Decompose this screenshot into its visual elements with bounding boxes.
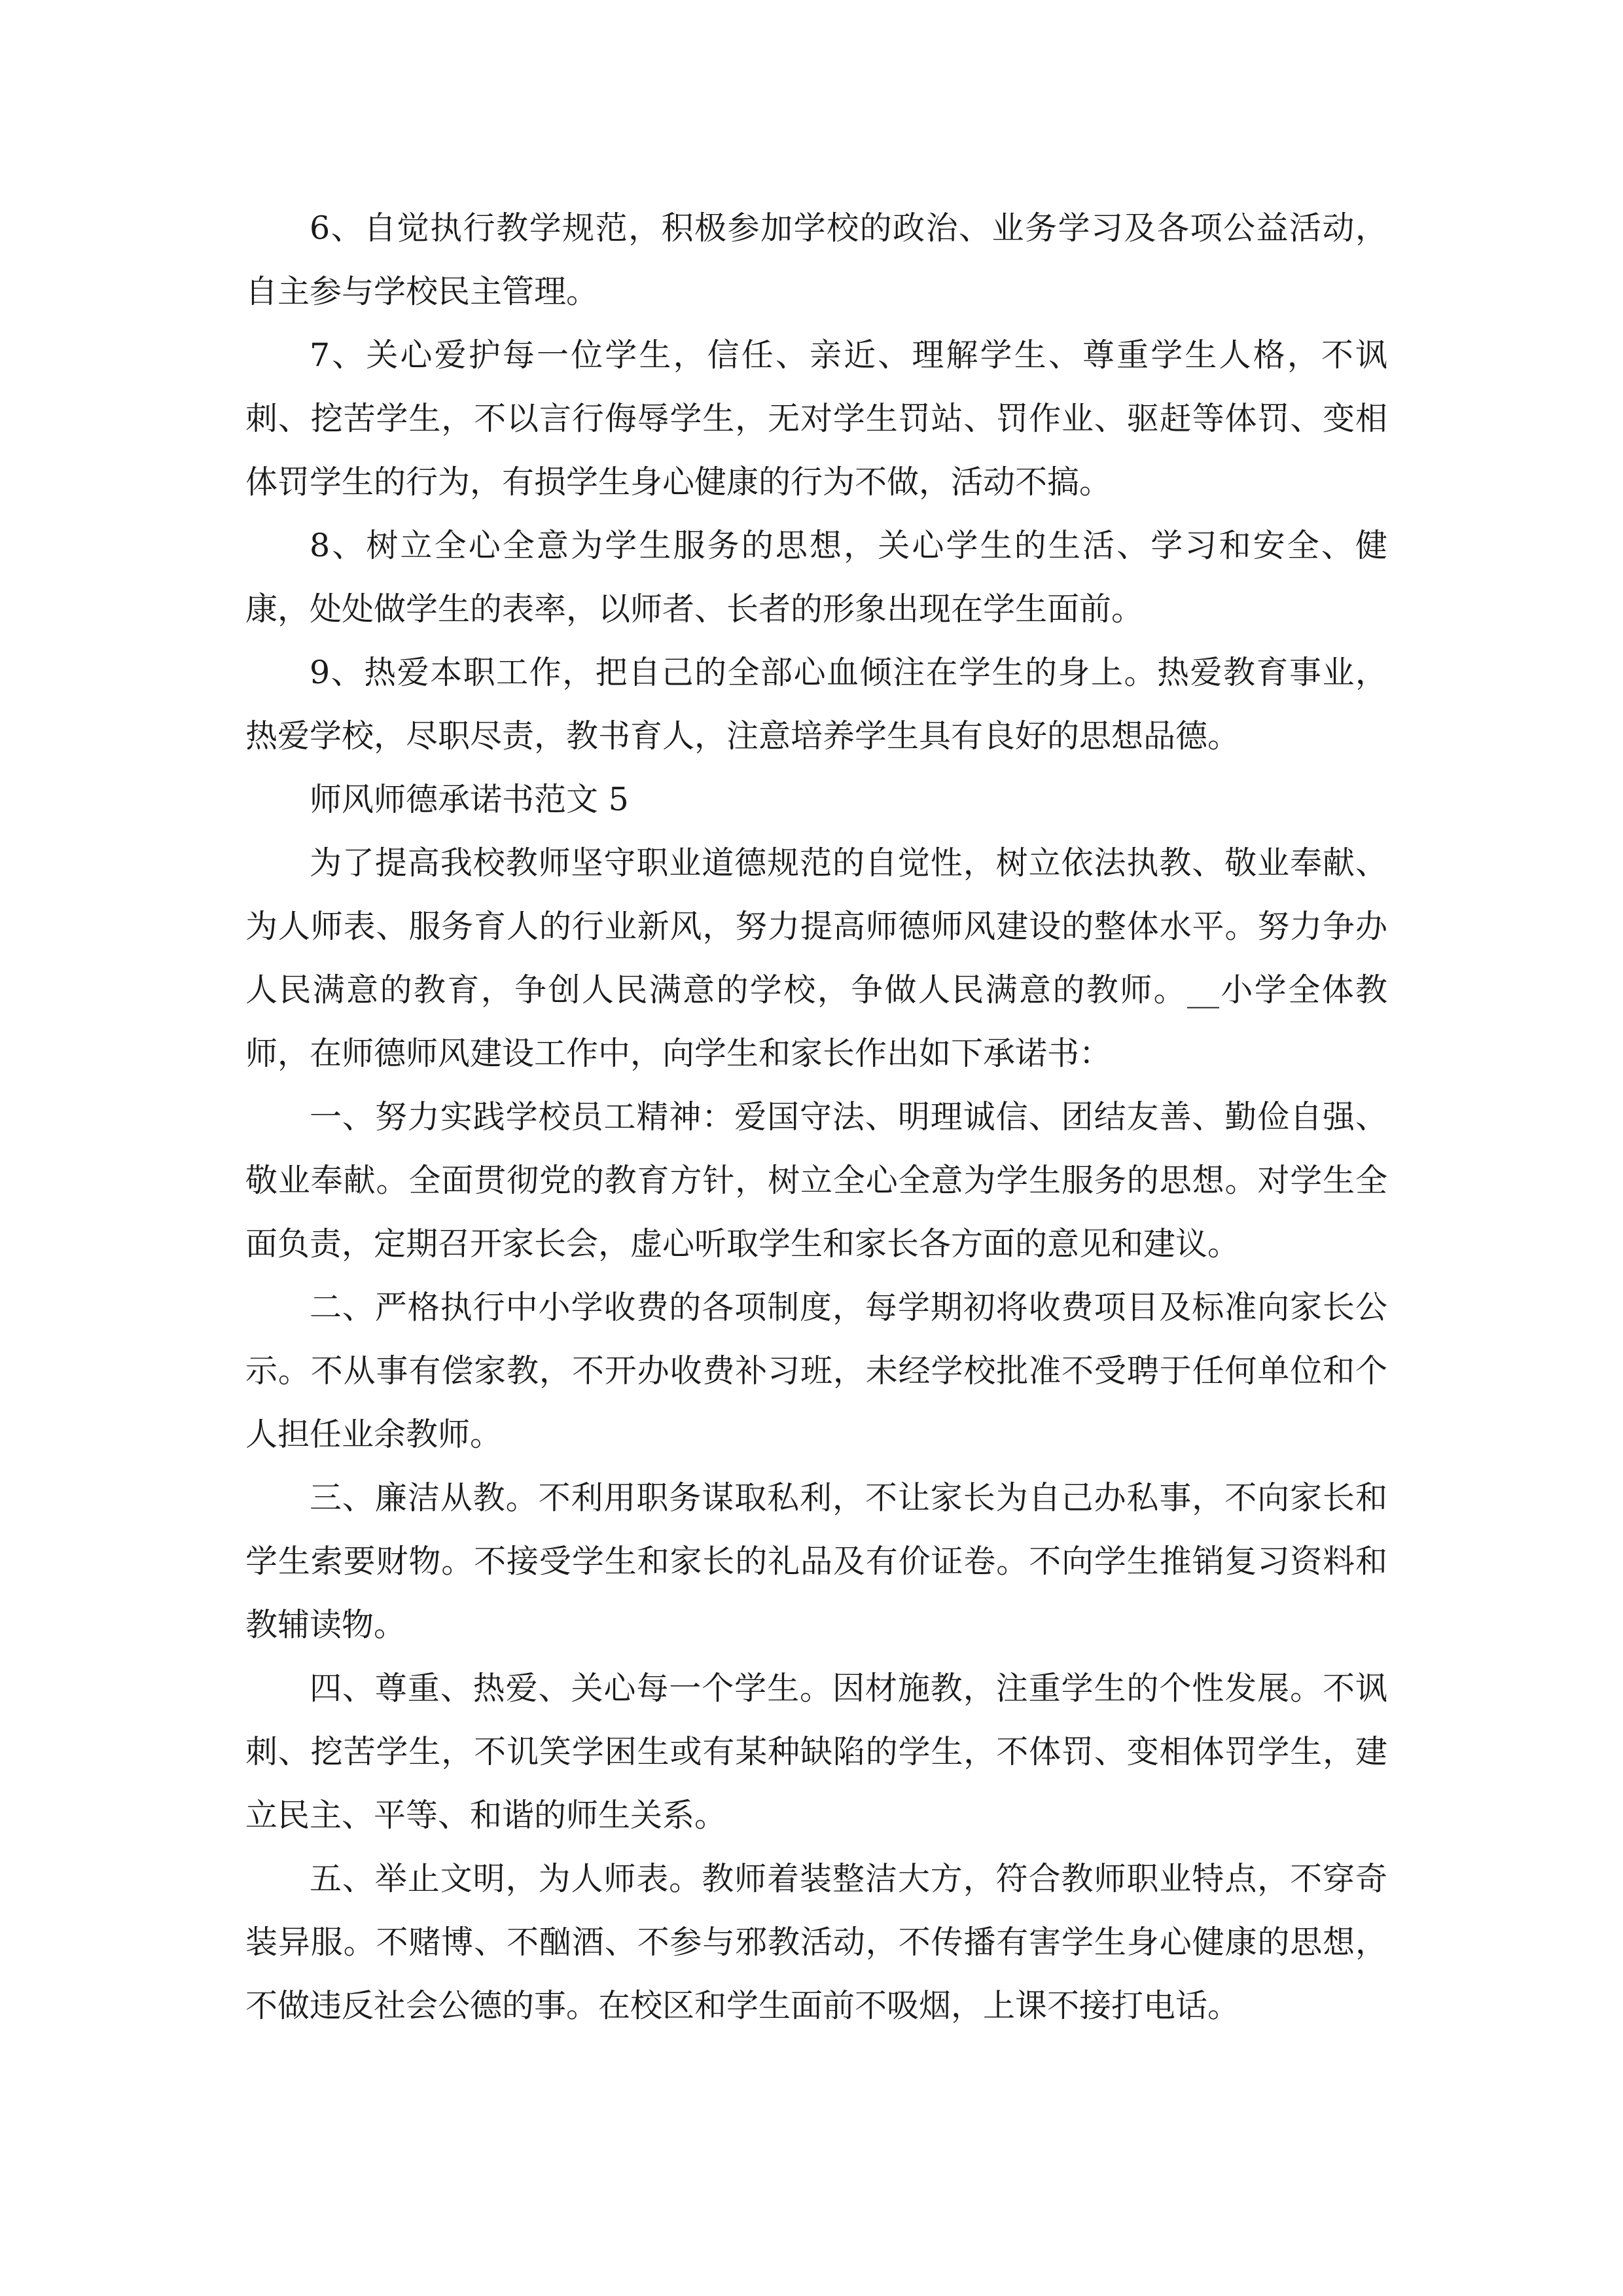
intro-paragraph: 为了提高我校教师坚守职业道德规范的自觉性，树立依法执教、敬业奉献、为人师表、服务育人的行业新风，努力提高师德师风建设的整体水平。努力争办人民满意的教育，争创人民满意的学校，争做人民满意的教师。__小学全体教师，在师德师风建设工作中，向学生和家长作出如下承诺书： [245,844,1387,1072]
paragraph-item-8: 8、树立全心全意为学生服务的思想，关心学生的生活、学习和安全、健康，处处做学生的表率，以师者、长者的形象出现在学生面前。 [245,527,1387,628]
commitment-4: 四、尊重、热爱、关心每一个学生。因材施教，注重学生的个性发展。不讽刺、挖苦学生，不讥笑学困生或有某种缺陷的学生，不体罚、变相体罚学生，建立民主、平等、和谐的师生关系。 [245,1670,1387,1834]
section-title: 师风师德承诺书范文 5 [310,781,629,818]
commitment-2: 二、严格执行中小学收费的各项制度，每学期初将收费项目及标准向家长公示。不从事有偿家教，不开办收费补习班，未经学校批准不受聘于任何单位和个人担任业余教师。 [245,1289,1387,1453]
paragraph-item-6: 6、自觉执行教学规范，积极参加学校的政治、业务学习及各项公益活动，自主参与学校民主管理。 [245,209,1387,310]
document-body [245,196,1387,2037]
paragraph-item-9: 9、热爱本职工作，把自己的全部心血倾注在学生的身上。热爱教育事业，热爱学校，尽职尽责，教书育人，注意培养学生具有良好的思想品德。 [245,654,1387,755]
commitment-1: 一、努力实践学校员工精神：爱国守法、明理诚信、团结友善、勤俭自强、敬业奉献。全面贯彻党的教育方针，树立全心全意为学生服务的思想。对学生全面负责，定期召开家长会，虚心听取学生和家长各方面的意见和建议。 [245,1098,1387,1263]
commitment-5: 五、举止文明，为人师表。教师着装整洁大方，符合教师职业特点，不穿奇装异服。不赌博、不酗酒、不参与邪教活动，不传播有害学生身心健康的思想，不做违反社会公德的事。在校区和学生面前不吸烟，上课不接打电话。 [245,1860,1387,2024]
paragraph-item-7: 7、关心爱护每一位学生，信任、亲近、理解学生、尊重学生人格，不讽刺、挖苦学生，不以言行侮辱学生，无对学生罚站、罚作业、驱赶等体罚、变相体罚学生的行为，有损学生身心健康的行为不做，活动不搞。 [245,336,1387,501]
commitment-3: 三、廉洁从教。不利用职务谋取私利，不让家长为自己办私事，不向家长和学生索要财物。不接受学生和家长的礼品及有价证卷。不向学生推销复习资料和教辅读物。 [245,1479,1387,1643]
